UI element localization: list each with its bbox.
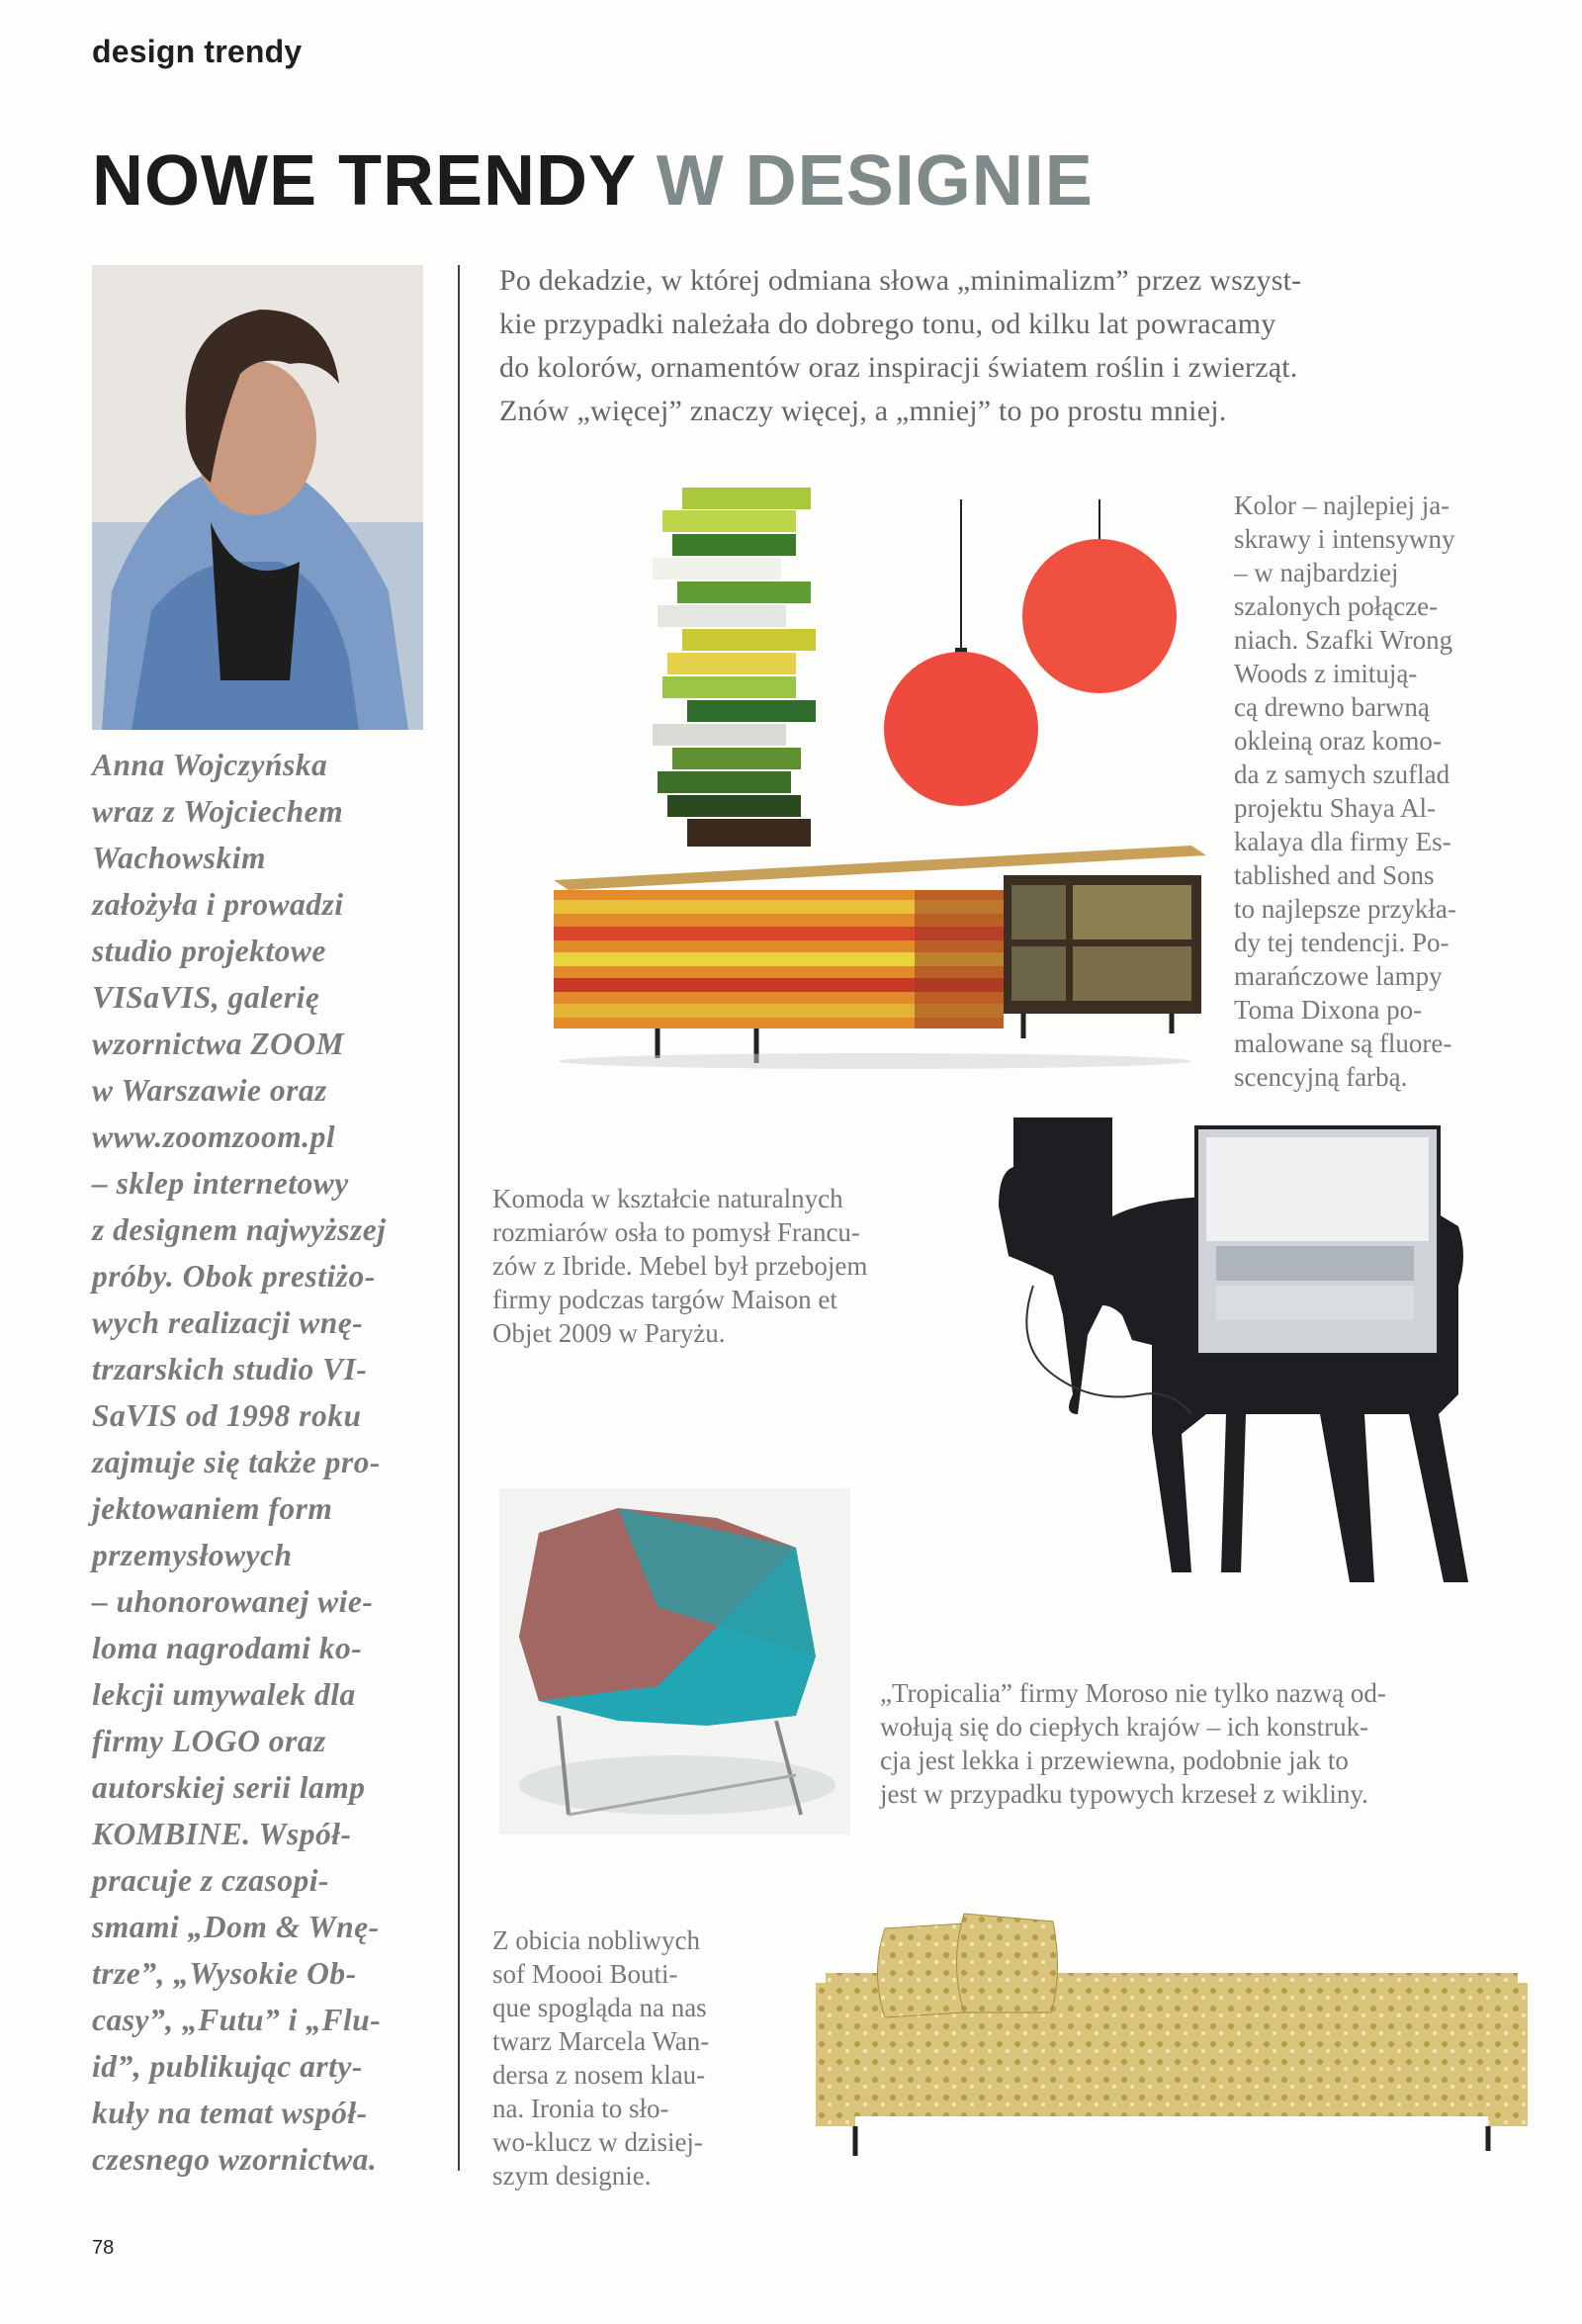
caption-tropicalia: „Tropicalia” firmy Moroso nie tylko nazwą od- wołują się do ciepłych krajów – ich konstruk- cja jest lekka i przewiewna, podobnie jak to jest w przypadku typowych krzeseł z wikliny.: [880, 1678, 1386, 1809]
intro-paragraph: Po dekadzie, w której odmiana słowa „minimalizm” przez wszyst- kie przypadki należała do dobrego tonu, od kilku lat powracamy do kolorów, ornamentów oraz inspiracji światem roślin i zwierząt. Znów „więcej” znaczy więcej, a „mniej” to po prostu mniej.: [499, 264, 1302, 427]
tropicalia-chair-image: [499, 1488, 850, 1834]
caption-kolor: Kolor – najlepiej ja- skrawy i intensywny – w najbardziej szalonych połącze- niach. Szafki Wrong Woods z imitują- cą drewno barwną okleiną oraz komo- da z samych szuflad projektu Shaya Al- kalaya dla firmy Es- tablished and Sons to najlepsze przykła- dy tej tendencji. Po- marańczowe lampy Toma Dixona po- malowane są fluore- scencyjną farbą.: [1234, 491, 1456, 1092]
author-portrait-photo: [92, 265, 423, 730]
moooi-sofa-image: [816, 1914, 1528, 2171]
section-label: design trendy: [92, 34, 303, 69]
caption-komoda: Komoda w kształcie naturalnych rozmiarów osła to pomysł Francu- zów z Ibride. Mebel był przebojem firmy podczas targów Maison et Objet 2009 w Paryżu.: [492, 1184, 868, 1348]
headline-part-1: NOWE TRENDY: [92, 141, 636, 221]
author-bio: Anna Wojczyńska wraz z Wojciechem Wachowskim założyła i prowadzi studio projektowe VISaVIS, galerię wzornictwa ZOOM w Warszawie oraz www.zoomzoom.pl – sklep internetowy z designem najwyższej próby. Obok prestiżo- wych realizacji wnę- trzarskich studio VI- SaVIS od 1998 roku zajmuje się także pro- jektowaniem form przemysłowych – uhonorowanej wie- loma nagrodami ko- lekcji umywalek dla firmy LOGO oraz autorskiej serii lamp KOMBINE. Współ- pracuje z czasopi- smami „Dom & Wnę- trze”, „Wysokie Ob- casy”, „Futu” i „Flu- id”, publikując arty- kuły na temat współ- czesnego wzornictwa.: [92, 748, 387, 2177]
pendant-lamps-image: [880, 499, 1196, 816]
page-headline: [92, 140, 1094, 222]
headline-part-2: W DESIGNIE: [656, 141, 1094, 221]
column-divider: [458, 265, 460, 2171]
wrong-woods-sideboard-image: [539, 836, 1216, 1068]
page-number: 78: [92, 2237, 115, 2259]
donkey-cabinet-image: [994, 1117, 1533, 1632]
caption-moooi: Z obicia nobliwych sof Moooi Bouti- que spogląda na nas twarz Marcela Wan- dersa z nosem klau- na. Ironia to sło- wo-klucz w dzisiej- szym designie.: [492, 1925, 710, 2190]
drawer-stack-image: [633, 483, 850, 853]
